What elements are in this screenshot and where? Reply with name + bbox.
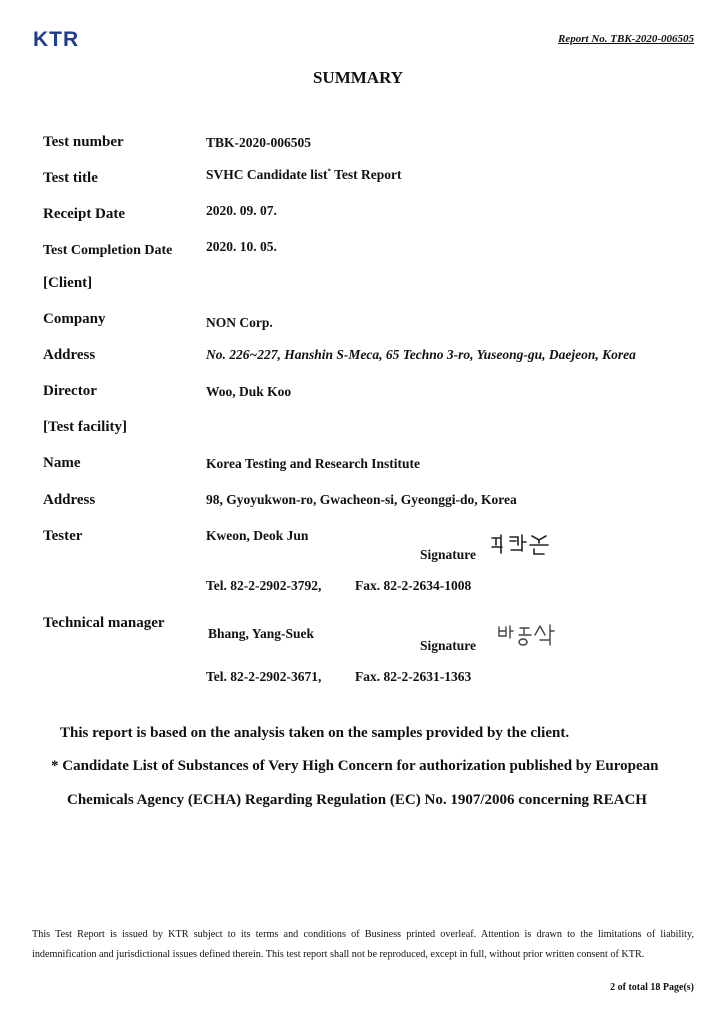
manager-fax: Fax. 82-2-2631-1363 [355, 669, 472, 684]
director-value: Woo, Duk Koo [206, 384, 292, 399]
receipt-date-label: Receipt Date [43, 206, 126, 222]
facility-address-value: 98, Gyoyukwon-ro, Gwacheon-si, Gyeonggi-do, Korea [206, 492, 517, 507]
technical-manager-name: Bhang, Yang-Suek [208, 626, 315, 641]
ktr-logo: KTR [33, 28, 80, 51]
candidate-list-footnote-cont: Chemicals Agency (ECHA) Regarding Regulation (EC) No. 1907/2006 concerning REACH [67, 792, 647, 808]
test-title-value: SVHC Candidate list* Test Report [206, 167, 402, 182]
test-number-value: TBK-2020-006505 [206, 135, 312, 150]
tester-name: Kweon, Deok Jun [206, 528, 309, 543]
client-address-value: No. 226~227, Hanshin S-Meca, 65 Techno 3-ro, Yuseong-gu, Daejeon, Korea [206, 347, 636, 362]
manager-tel: Tel. 82-2-2902-3671, [206, 669, 322, 684]
manager-signature-icon [496, 621, 560, 649]
tester-label: Tester [43, 528, 83, 544]
footnote-marker: * [327, 167, 332, 176]
director-label: Director [43, 383, 97, 399]
test-title-label: Test title [43, 170, 98, 186]
receipt-date-value: 2020. 09. 07. [206, 203, 277, 218]
test-number-label: Test number [43, 134, 124, 150]
company-value: NON Corp. [206, 315, 273, 330]
completion-date-value: 2020. 10. 05. [206, 239, 277, 254]
tester-tel: Tel. 82-2-2902-3792, [206, 578, 322, 593]
technical-manager-label: Technical manager [43, 615, 165, 631]
report-number: Report No. TBK-2020-006505 [558, 33, 694, 45]
facility-section-heading: [Test facility] [43, 419, 128, 435]
tester-signature-label: Signature [420, 547, 477, 562]
company-label: Company [43, 311, 106, 327]
analysis-note: This report is based on the analysis taken on the samples provided by the client. [60, 725, 570, 741]
facility-address-label: Address [43, 492, 96, 508]
disclaimer-text: This Test Report is issued by KTR subject to its terms and conditions of Business printed overleaf. Attention is drawn to the limitations of liability, indemnification and jurisdictional issues defined therein. This test report shall not be reproduced, except in full, without prior written consent of KTR. [32, 929, 694, 960]
client-address-label: Address [43, 347, 96, 363]
facility-name-value: Korea Testing and Research Institute [206, 456, 421, 471]
completion-date-label: Test Completion Date [43, 243, 173, 258]
manager-signature-label: Signature [420, 638, 477, 653]
tester-fax: Fax. 82-2-2634-1008 [355, 578, 472, 593]
candidate-list-footnote: * Candidate List of Substances of Very High Concern for authorization published by European [51, 758, 659, 774]
client-section-heading: [Client] [43, 275, 93, 291]
page-title: SUMMARY [312, 68, 404, 87]
tester-signature-icon [488, 530, 552, 560]
page-number: 2 of total 18 Page(s) [610, 982, 694, 993]
facility-name-label: Name [43, 455, 81, 471]
